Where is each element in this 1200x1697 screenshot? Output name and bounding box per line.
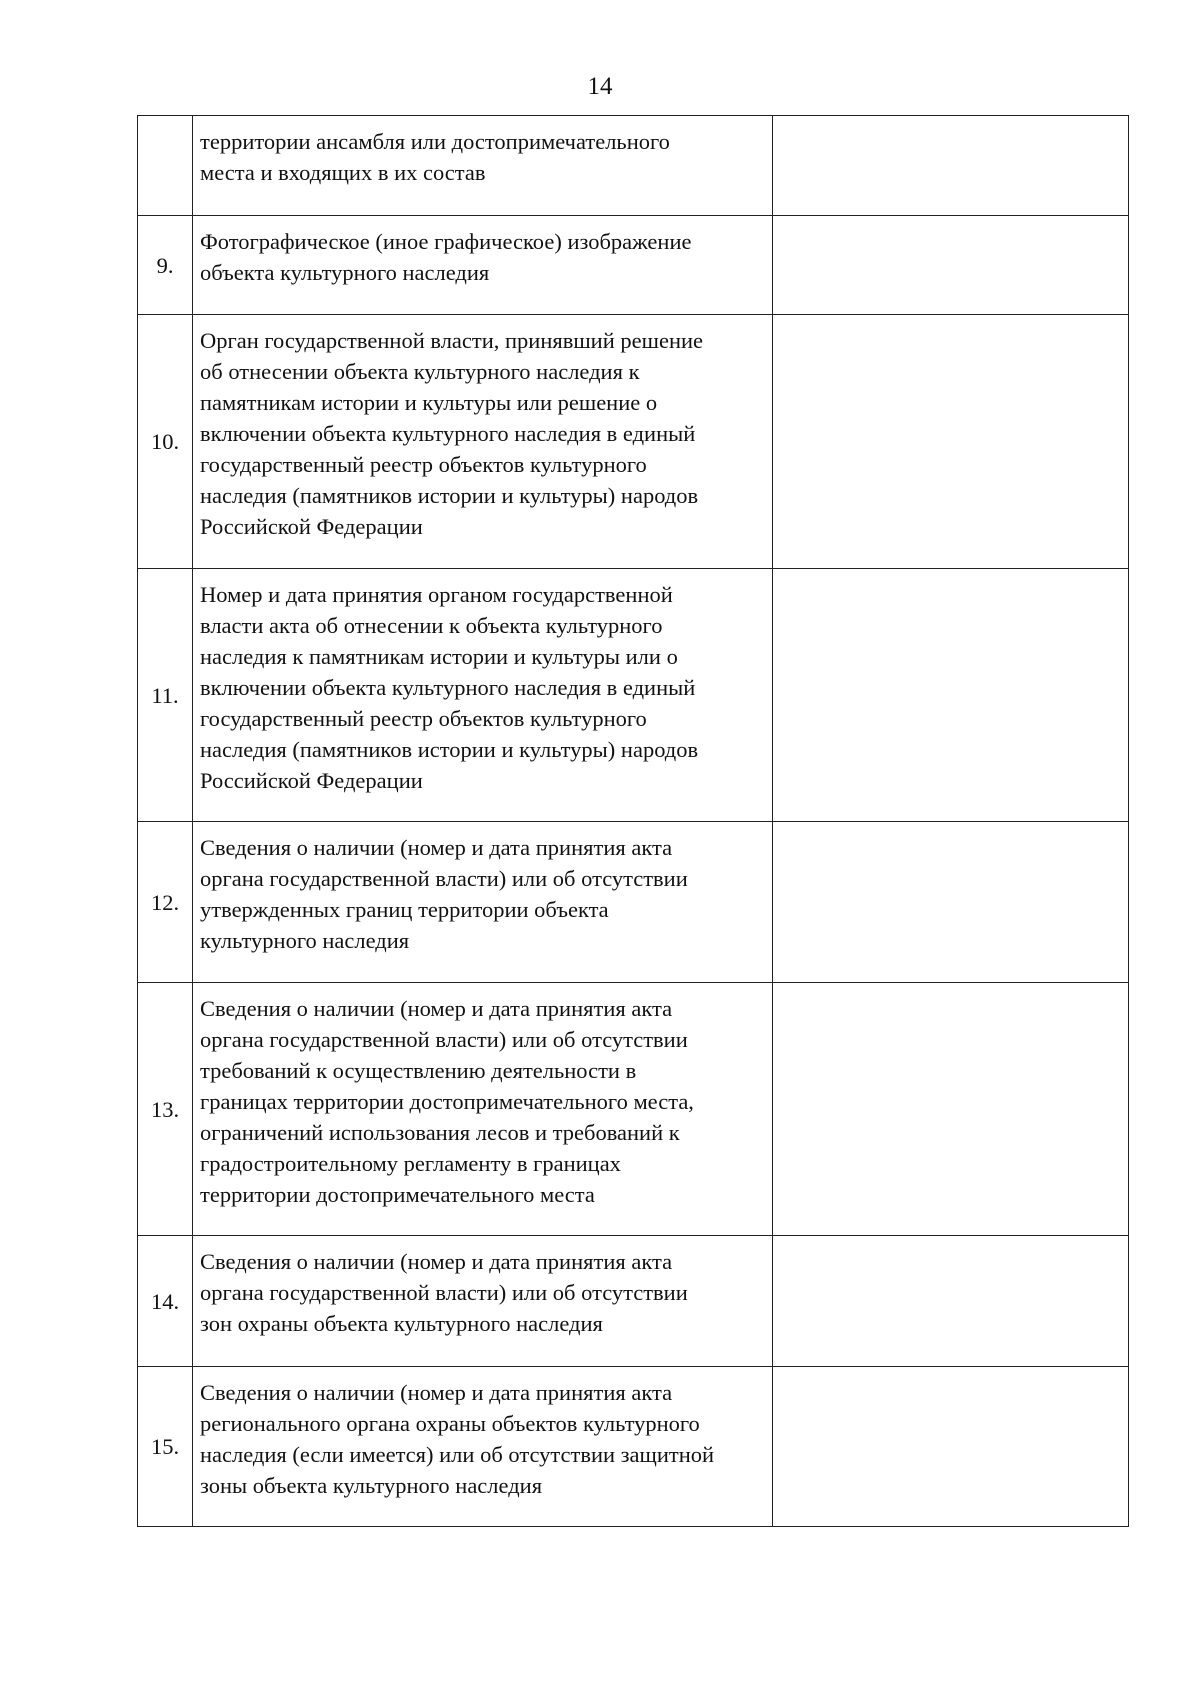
row-number: 10.	[138, 315, 193, 569]
row-value	[773, 1367, 1129, 1527]
table-row	[138, 315, 1129, 569]
row-value	[773, 569, 1129, 822]
row-description-cell	[193, 315, 773, 569]
row-description-cell	[193, 1236, 773, 1367]
row-number: 14.	[138, 1236, 193, 1367]
table-row	[138, 822, 1129, 983]
row-number	[138, 116, 193, 216]
row-number: 15.	[138, 1367, 193, 1527]
row-description-cell	[193, 1367, 773, 1527]
row-number: 9.	[138, 216, 193, 315]
row-description-cell	[193, 116, 773, 216]
row-description: Сведения о наличии (номер и дата принятия акта органа государственной власти) или об отсутствии зон охраны объекта культурного наследия	[200, 1249, 688, 1336]
row-description: Орган государственной власти, принявший решение об отнесении объекта культурного наследия к памятникам истории и культуры или решение о включении объекта культурного наследия в единый государственный реестр объектов культурного наследия (памятников истории и культуры) народов Российской Федерации	[200, 328, 704, 539]
row-value	[773, 315, 1129, 569]
table-row	[138, 1236, 1129, 1367]
table-row	[138, 216, 1129, 315]
row-value	[773, 822, 1129, 983]
row-description-cell	[193, 983, 773, 1236]
table-row	[138, 1367, 1129, 1527]
row-description: Номер и дата принятия органом государственной власти акта об отнесении к объекта культурного наследия к памятникам истории и культуры или о включении объекта культурного наследия в единый государственный реестр объектов культурного наследия (памятников истории и культуры) народов Российской Федерации	[200, 582, 699, 793]
row-description: Сведения о наличии (номер и дата принятия акта органа государственной власти) или об отсутствии требований к осуществлению деятельности в границах территории достопримечательного места, ограничений использования лесов и требований к градостроительному регламенту в границах территории достопримечательного места	[200, 996, 694, 1207]
row-number: 12.	[138, 822, 193, 983]
row-description-cell	[193, 569, 773, 822]
row-number: 13.	[138, 983, 193, 1236]
row-description-cell	[193, 216, 773, 315]
row-value	[773, 983, 1129, 1236]
register-table	[137, 115, 1129, 1527]
row-value	[773, 116, 1129, 216]
table-row	[138, 116, 1129, 216]
row-description: Сведения о наличии (номер и дата принятия акта регионального органа охраны объектов культурного наследия (если имеется) или об отсутствии защитной зоны объекта культурного наследия	[200, 1380, 715, 1498]
page-number: 14	[587, 73, 613, 100]
row-description: Фотографическое (иное графическое) изображение объекта культурного наследия	[200, 229, 692, 285]
row-value	[773, 1236, 1129, 1367]
table-row	[138, 569, 1129, 822]
row-description: территории ансамбля или достопримечательного места и входящих в их состав	[200, 129, 670, 185]
row-description: Сведения о наличии (номер и дата принятия акта органа государственной власти) или об отсутствии утвержденных границ территории объекта культурного наследия	[200, 835, 688, 953]
row-value	[773, 216, 1129, 315]
table-row	[138, 983, 1129, 1236]
row-description-cell	[193, 822, 773, 983]
row-number: 11.	[138, 569, 193, 822]
